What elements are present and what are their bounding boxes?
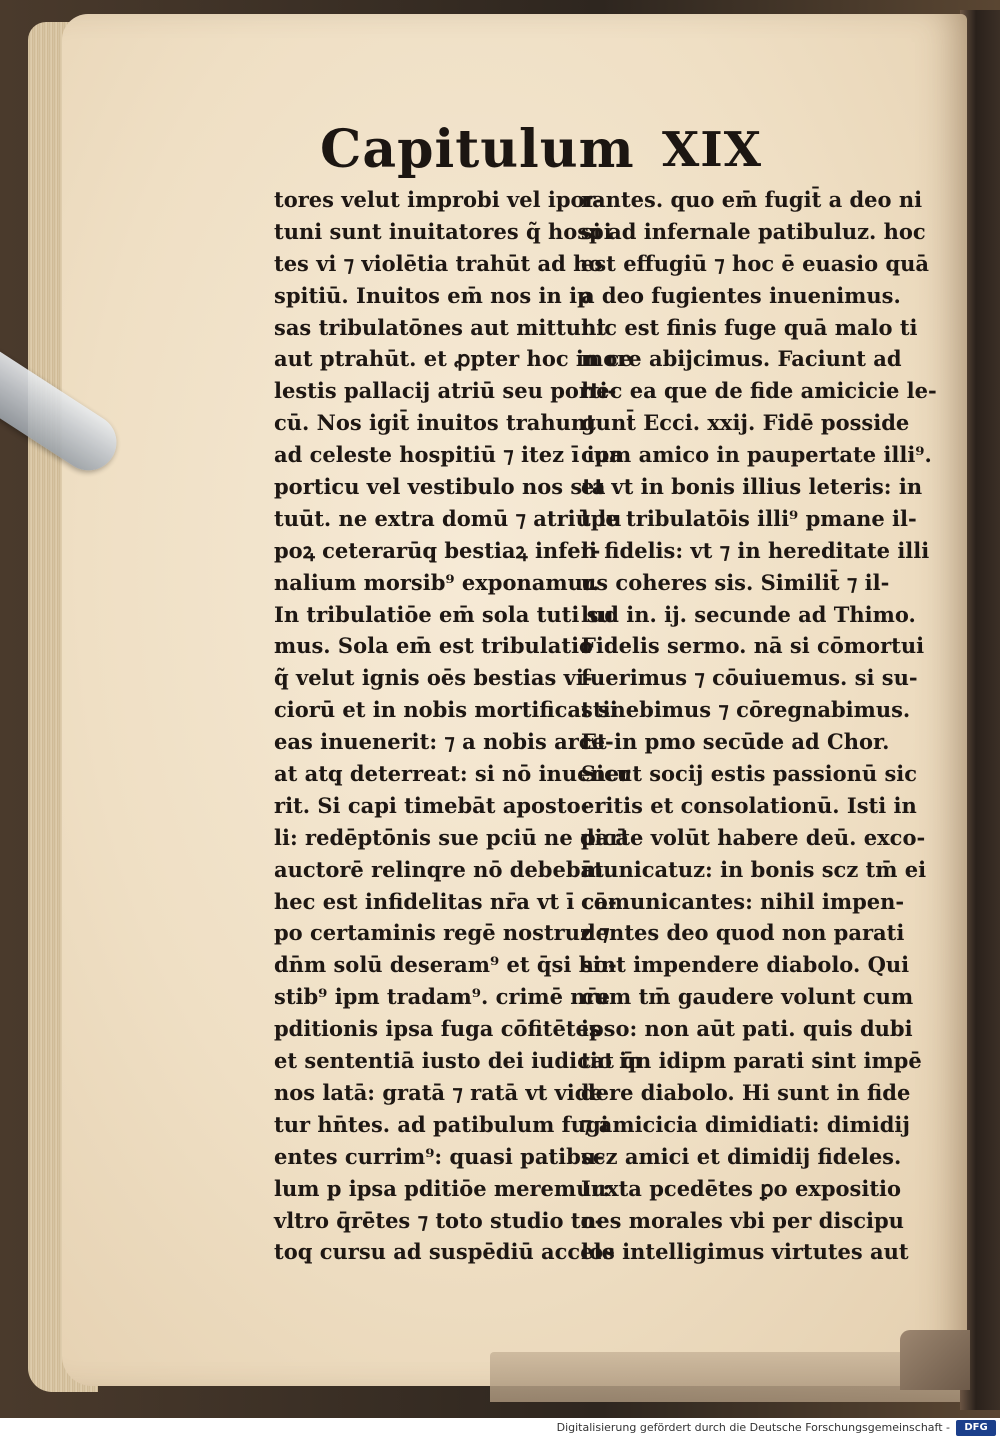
text-line: eritis et consolationū. Isti in <box>581 792 917 818</box>
text-line: stib⁹ ipm tradam⁹. crimē nr̄e <box>274 984 610 1010</box>
text-line: lestis pallacij atriū seu porti- <box>274 378 617 404</box>
text-line: municatuz: in bonis scz tm̄ ei <box>581 856 927 882</box>
text-line: fuerimus ⁊ cōuiuemus. si su- <box>581 665 918 691</box>
text-line: tpe tribulatōis illi⁹ pmane il- <box>581 505 917 531</box>
heading-number: XIX <box>662 122 762 178</box>
text-line: li fidelis: vt ⁊ in hereditate illi <box>581 537 930 563</box>
text-line: Fidelis sermo. nā si cōmortui <box>581 633 925 659</box>
text-line: sas tribulatōnes aut mittunt <box>274 314 607 340</box>
text-line: gunt̄ Ecci. xxij. Fidē posside <box>581 410 910 436</box>
text-line: spitiū. Inuitos em̄ nos in ip <box>274 282 592 308</box>
credit-text: Digitalisierung gefördert durch die Deutsche Forschungsgemeinschaft - <box>556 1421 950 1434</box>
text-line: lud in. ij. secunde ad Thimo. <box>581 601 916 627</box>
text-line: pditionis ipsa fuga cōfitētes <box>274 1016 601 1042</box>
text-line: est effugiū ⁊ hoc ē euasio quā <box>581 250 930 276</box>
text-line: scz amici et dimidij fideles. <box>581 1143 902 1169</box>
text-line: tuni sunt inuitatores q̃ hospi <box>274 218 612 244</box>
text-line: tores velut improbi vel ipor- <box>274 187 605 212</box>
text-line: hec ea que de fide amicicie le- <box>581 378 937 404</box>
text-line: tat q̄n idipm parati sint impē <box>581 1048 922 1074</box>
text-line: dentes deo quod non parati <box>581 920 905 946</box>
text-line: more abijcimus. Faciunt ad <box>581 346 902 372</box>
chapter-heading <box>320 118 790 188</box>
text-line: stinebimus ⁊ cōregnabimus. <box>581 697 911 723</box>
text-line: tur hn̄tes. ad patibulum fugi <box>274 1111 609 1137</box>
text-line: Et in pmo secūde ad Chor. <box>581 729 890 755</box>
text-line: tuūt. ne extra domū ⁊ atriū lu <box>274 505 622 531</box>
text-line: et vt in bonis illius leteris: in <box>581 474 923 500</box>
text-line: li: redēptōnis sue pciū ne dicā <box>274 824 630 850</box>
text-line: rantes. quo em̄ fugit̄ a deo ni <box>581 187 923 212</box>
text-line: nos latā: gratā ⁊ ratā vt vide <box>274 1079 603 1105</box>
text-line: In tribulatiōe em̄ sola tuti su <box>274 601 614 627</box>
text-line: porticu vel vestibulo nos sta <box>274 474 606 500</box>
text-line: at atq̧ deterreat: si nō inuener <box>274 761 631 787</box>
text-line: po certaminis regē nostruz ⁊ <box>274 920 610 946</box>
text-line: cōmunicantes: nihil impen- <box>581 888 905 914</box>
text-line: parte volūt habere deū. exco- <box>581 824 926 850</box>
text-line: ad celeste hospitiū ⁊ itez ī ipa <box>274 442 623 468</box>
text-line: rit. Si capi timebāt aposto- <box>274 792 590 818</box>
text-line: toq̧ cursu ad suspēdiū accele <box>274 1239 615 1265</box>
text-line: cū. Nos igit̄ inuitos trahunt <box>274 410 596 436</box>
text-line: cum amico in paupertate illi⁹. <box>581 442 932 468</box>
text-line: nes morales vbi per discipu <box>581 1207 904 1233</box>
text-line: dn̄m solū deseram⁹ et q̄si ho- <box>274 952 617 978</box>
text-line: Sicut socij estis passionū sic <box>581 761 918 787</box>
text-line: entes currim⁹: quasi patibu- <box>274 1143 605 1169</box>
binding-strip <box>490 1352 960 1402</box>
text-line: vltro q̄rētes ⁊ toto studio to- <box>274 1207 604 1233</box>
text-line: sint impendere diabolo. Qui <box>581 952 910 978</box>
text-line: eas inuenerit: ⁊ a nobis arce- <box>274 729 614 755</box>
text-line: dere diabolo. Hi sunt in fide <box>581 1079 911 1105</box>
text-line: Iuxta pcedētes ꝑo expositio <box>581 1175 902 1201</box>
text-line: cum tm̄ gaudere volunt cum <box>581 984 914 1010</box>
text-line: et sententiā iusto dei iudicio in <box>274 1048 643 1074</box>
heading-word: Capitulum <box>320 119 635 180</box>
text-line: mus. Sola em̄ est tribulatio <box>274 633 594 659</box>
text-line: a deo fugientes inuenimus. <box>581 282 901 308</box>
text-line: los intelligimus virtutes aut <box>581 1239 909 1265</box>
text-line: ipso: non aūt pati. quis dubi <box>581 1016 913 1042</box>
text-line: q̃ velut ignis oēs bestias vi- <box>274 665 593 691</box>
text-line: us coheres sis. Similit̄ ⁊ il- <box>581 569 890 595</box>
text-line: auctorē relinqre nō debebāt. <box>274 856 612 882</box>
text-line: lum p ipsa pditiōe meremur: <box>274 1175 611 1201</box>
right-text-column <box>581 184 937 1268</box>
text-line: tes vi ⁊ violētia trahūt ad ho <box>274 250 603 276</box>
text-line: ⁊ amicicia dimidiati: dimidij <box>581 1111 910 1137</box>
text-line: poꝝ ceterarūq̧ bestiaꝝ infer- <box>274 537 601 563</box>
text-line: si ad infernale patibuluz. hoc <box>581 218 926 244</box>
dfg-logo: DFG <box>956 1420 996 1436</box>
text-line: hec est infidelitas nr̄a vt ī cā- <box>274 888 617 914</box>
binding-corner <box>900 1330 970 1390</box>
text-line: ciorū et in nobis mortificat si <box>274 697 618 723</box>
left-text-column <box>274 184 643 1268</box>
text-line: nalium morsib⁹ exponamur. <box>274 569 600 595</box>
text-line: hic est finis fuge quā malo ti <box>581 314 918 340</box>
credit-bar <box>0 1418 1000 1440</box>
text-line: aut ptrahūt. et ꝓpter hoc in ce <box>274 346 633 372</box>
